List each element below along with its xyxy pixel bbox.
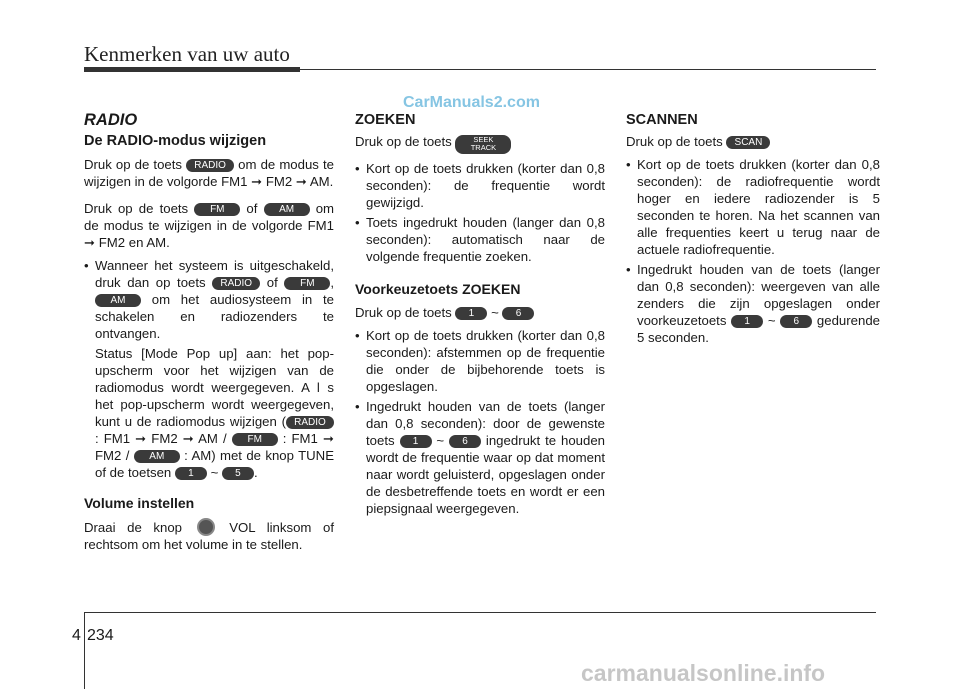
column-radio: [84, 108, 334, 559]
am-button-icon: AM: [95, 294, 141, 307]
am-button-icon: AM: [264, 203, 310, 216]
mode-heading: De RADIO-modus wijzigen: [84, 133, 267, 149]
preset-6-button-icon: 6: [449, 435, 481, 448]
preset-paragraph: Druk op de toets 1 ~ 6: [355, 304, 605, 321]
preset-heading: Voorkeuzetoets ZOEKEN: [355, 281, 521, 297]
preset-bullet-2: • Ingedrukt houden van de toets (langer dan 0,8 seconden): door de gewenste toets 1 ~ 6 ingedrukt te houden wordt de frequentie waar op dat moment naar wordt geluisterd, opgeslagen onder de desbetreffende toets en wordt er een piepsignaal weergegeven.: [355, 398, 605, 517]
chapter-number: 4: [72, 627, 81, 644]
radio-title: RADIO: [84, 111, 138, 129]
footer-rule: [84, 612, 876, 613]
am-button-icon: AM: [134, 450, 180, 463]
scan-paragraph: Druk op de toets SCAN: [626, 133, 880, 150]
preset-1-button-icon: 1: [400, 435, 432, 448]
column-scannen: [626, 108, 880, 349]
fm-button-icon: FM: [232, 433, 278, 446]
volume-heading: Volume instellen: [84, 495, 195, 511]
preset-1-button-icon: 1: [455, 307, 487, 320]
watermark-top[interactable]: CarManuals2.com: [403, 94, 540, 111]
preset-5-button-icon: 5: [222, 467, 254, 480]
preset-6-button-icon: 6: [780, 315, 812, 328]
zoeken-bullet-2: • Toets ingedrukt houden (langer dan 0,8 seconden): automatisch naar de volgende frequentie zoeken.: [355, 214, 605, 265]
preset-1-button-icon: 1: [731, 315, 763, 328]
volume-paragraph: Draai de knop VOL linksom of rechtsom om het volume in te stellen.: [84, 520, 334, 552]
header-title: Kenmerken van uw auto: [84, 42, 290, 66]
footer-vertical-rule: [84, 612, 85, 689]
watermark-bottom[interactable]: carmanualsonline.info: [581, 660, 826, 686]
header-rule-thick: [84, 67, 300, 72]
column-zoeken: [355, 108, 605, 520]
preset-1-button-icon: 1: [175, 467, 207, 480]
scan-heading: SCANNEN: [626, 112, 698, 128]
preset-6-button-icon: 6: [502, 307, 534, 320]
zoeken-paragraph: Druk op de toets SEEK TRACK: [355, 133, 605, 154]
mode-bullet-1-sub: Status [Mode Pop up] aan: het pop-upscherm voor het wijzigen van de radiomodus wordt weergegeven. A l s het pop-upscherm wordt weergegeven, kunt u de radiomodus wijzigen ( RADIO : FM1 ➞ FM2 ➞ AM / FM : FM1 ➞ FM2 / AM : AM) met de knop TUNE of de toetsen 1 ~ 5 .: [95, 346, 334, 480]
scan-bullet-1: • Kort op de toets drukken (korter dan 0,8 seconden): de radiofrequentie wordt hoger en iedere radiozender is 5 seconden te horen. Na het scannen van alle frequenties keert u terug naar de actuele radiofrequentie.: [626, 156, 880, 258]
preset-bullet-1: • Kort op de toets drukken (korter dan 0,8 seconden): afstemmen op de frequentie die onder de bijbehorende toets is opgeslagen.: [355, 327, 605, 395]
zoeken-heading: ZOEKEN: [355, 112, 416, 128]
page-number: 234: [87, 627, 114, 644]
scan-button-icon: SCAN: [726, 136, 770, 149]
radio-button-icon: RADIO: [286, 416, 334, 429]
mode-bullet-1: • Wanneer het systeem is uitgeschakeld, druk dan op toets RADIO of FM , AM om het audiosysteem in te schakelen en radiozenders te ontvangen.: [84, 257, 334, 342]
radio-button-icon: RADIO: [212, 277, 260, 290]
zoeken-bullet-1: • Kort op de toets drukken (korter dan 0,8 seconden): de frequentie wordt gewijzigd.: [355, 160, 605, 211]
header-rule-thin: [300, 69, 876, 70]
mode-paragraph-2: Druk op de toets FM of AM om de modus te wijzigen in de volgorde FM1 ➞ FM2 en AM.: [84, 201, 335, 250]
radio-button-icon: RADIO: [186, 159, 234, 172]
scan-bullet-2: • Ingedrukt houden van de toets (langer dan 0,8 seconden): weergeven van alle zenders die zijn opgeslagen onder voorkeuzetoets 1 ~ 6 gedurende 5 seconden.: [626, 261, 880, 346]
fm-button-icon: FM: [194, 203, 240, 216]
seek-track-button-icon: SEEK TRACK: [455, 135, 511, 154]
fm-button-icon: FM: [284, 277, 330, 290]
mode-paragraph-1: Druk op de toets RADIO om de modus te wijzigen in de volgorde FM1 ➞ FM2 ➞ AM.: [84, 157, 334, 189]
vol-knob-icon: [197, 518, 215, 536]
